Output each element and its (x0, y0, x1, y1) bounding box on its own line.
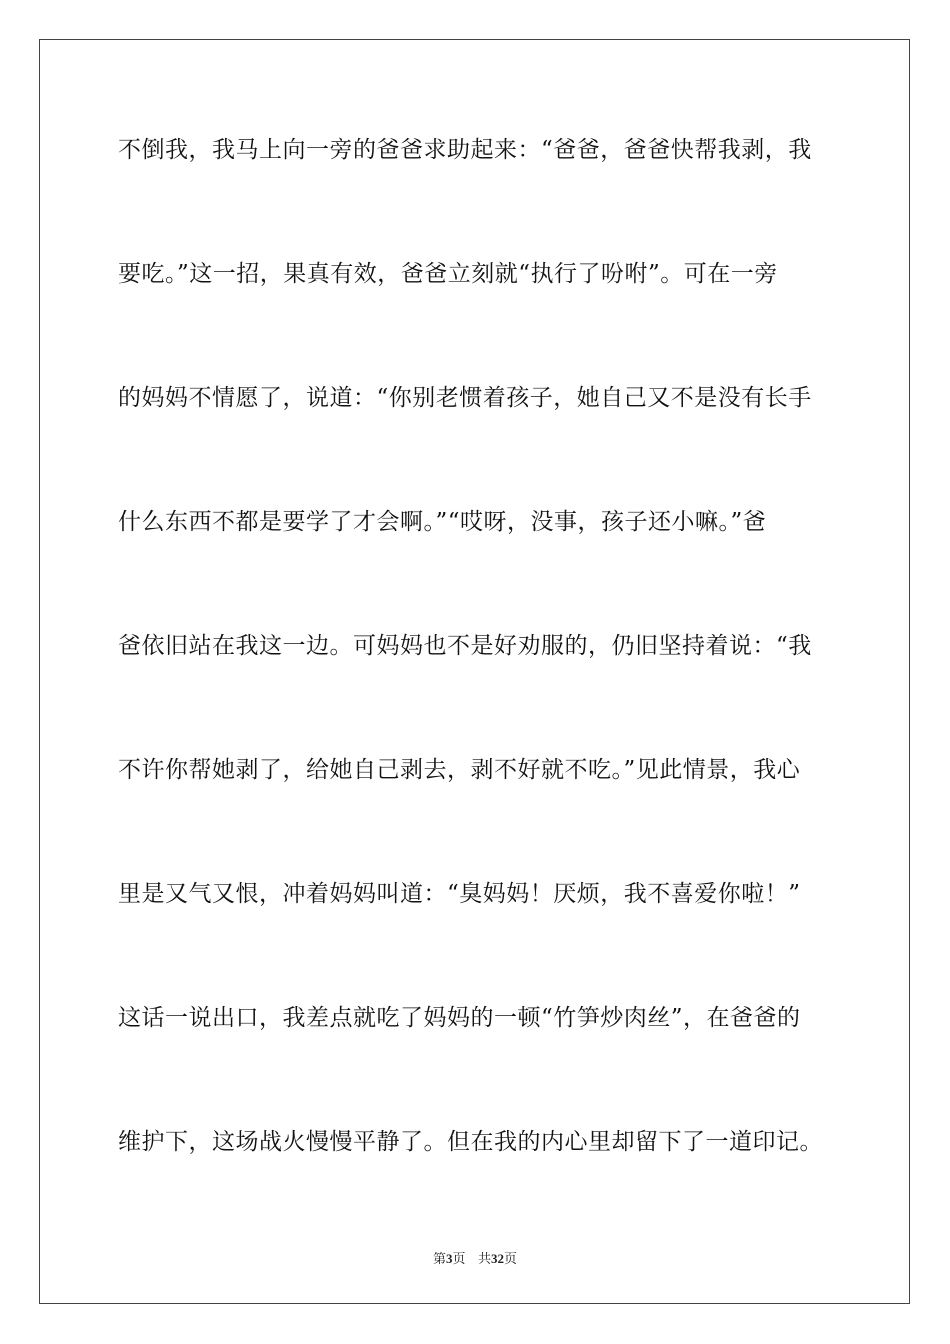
text-line: 什么东西不都是要学了才会啊。”“哎呀，没事，孩子还小嘛。”爸 (118, 509, 767, 535)
total-prefix: 共 (477, 1252, 491, 1267)
text-line: 不许你帮她剥了，给她自己剥去，剥不好就不吃。”见此情景，我心 (118, 757, 801, 783)
text-line: 爸依旧站在我这一边。可妈妈也不是好劝服的，仍旧坚持着说：“我 (118, 633, 812, 659)
text-line: 维护下，这场战火慢慢平静了。但在我的内心里却留下了一道印记。 (118, 1129, 823, 1155)
text-line: 的妈妈不情愿了，说道：“你别老惯着孩子，她自己又不是没有长手 (118, 385, 812, 411)
text-line: 里是又气又恨，冲着妈妈叫道：“臭妈妈！厌烦，我不喜爱你啦！” (118, 881, 801, 907)
body-text (118, 118, 834, 1234)
page-prefix: 第 (433, 1252, 447, 1267)
total-suffix: 页 (503, 1252, 517, 1267)
page-footer (0, 1248, 950, 1267)
total-pages: 32 (490, 1251, 504, 1266)
text-line: 这话一说出口，我差点就吃了妈妈的一顿“竹笋炒肉丝”，在爸爸的 (118, 1005, 801, 1031)
page-suffix: 页 (452, 1252, 466, 1267)
text-line: 要吃。”这一招，果真有效，爸爸立刻就“执行了吩咐”。可在一旁 (118, 261, 778, 287)
page-number: 3 (446, 1251, 453, 1266)
text-line: 不倒我，我马上向一旁的爸爸求助起来：“爸爸，爸爸快帮我剥，我 (118, 137, 812, 163)
